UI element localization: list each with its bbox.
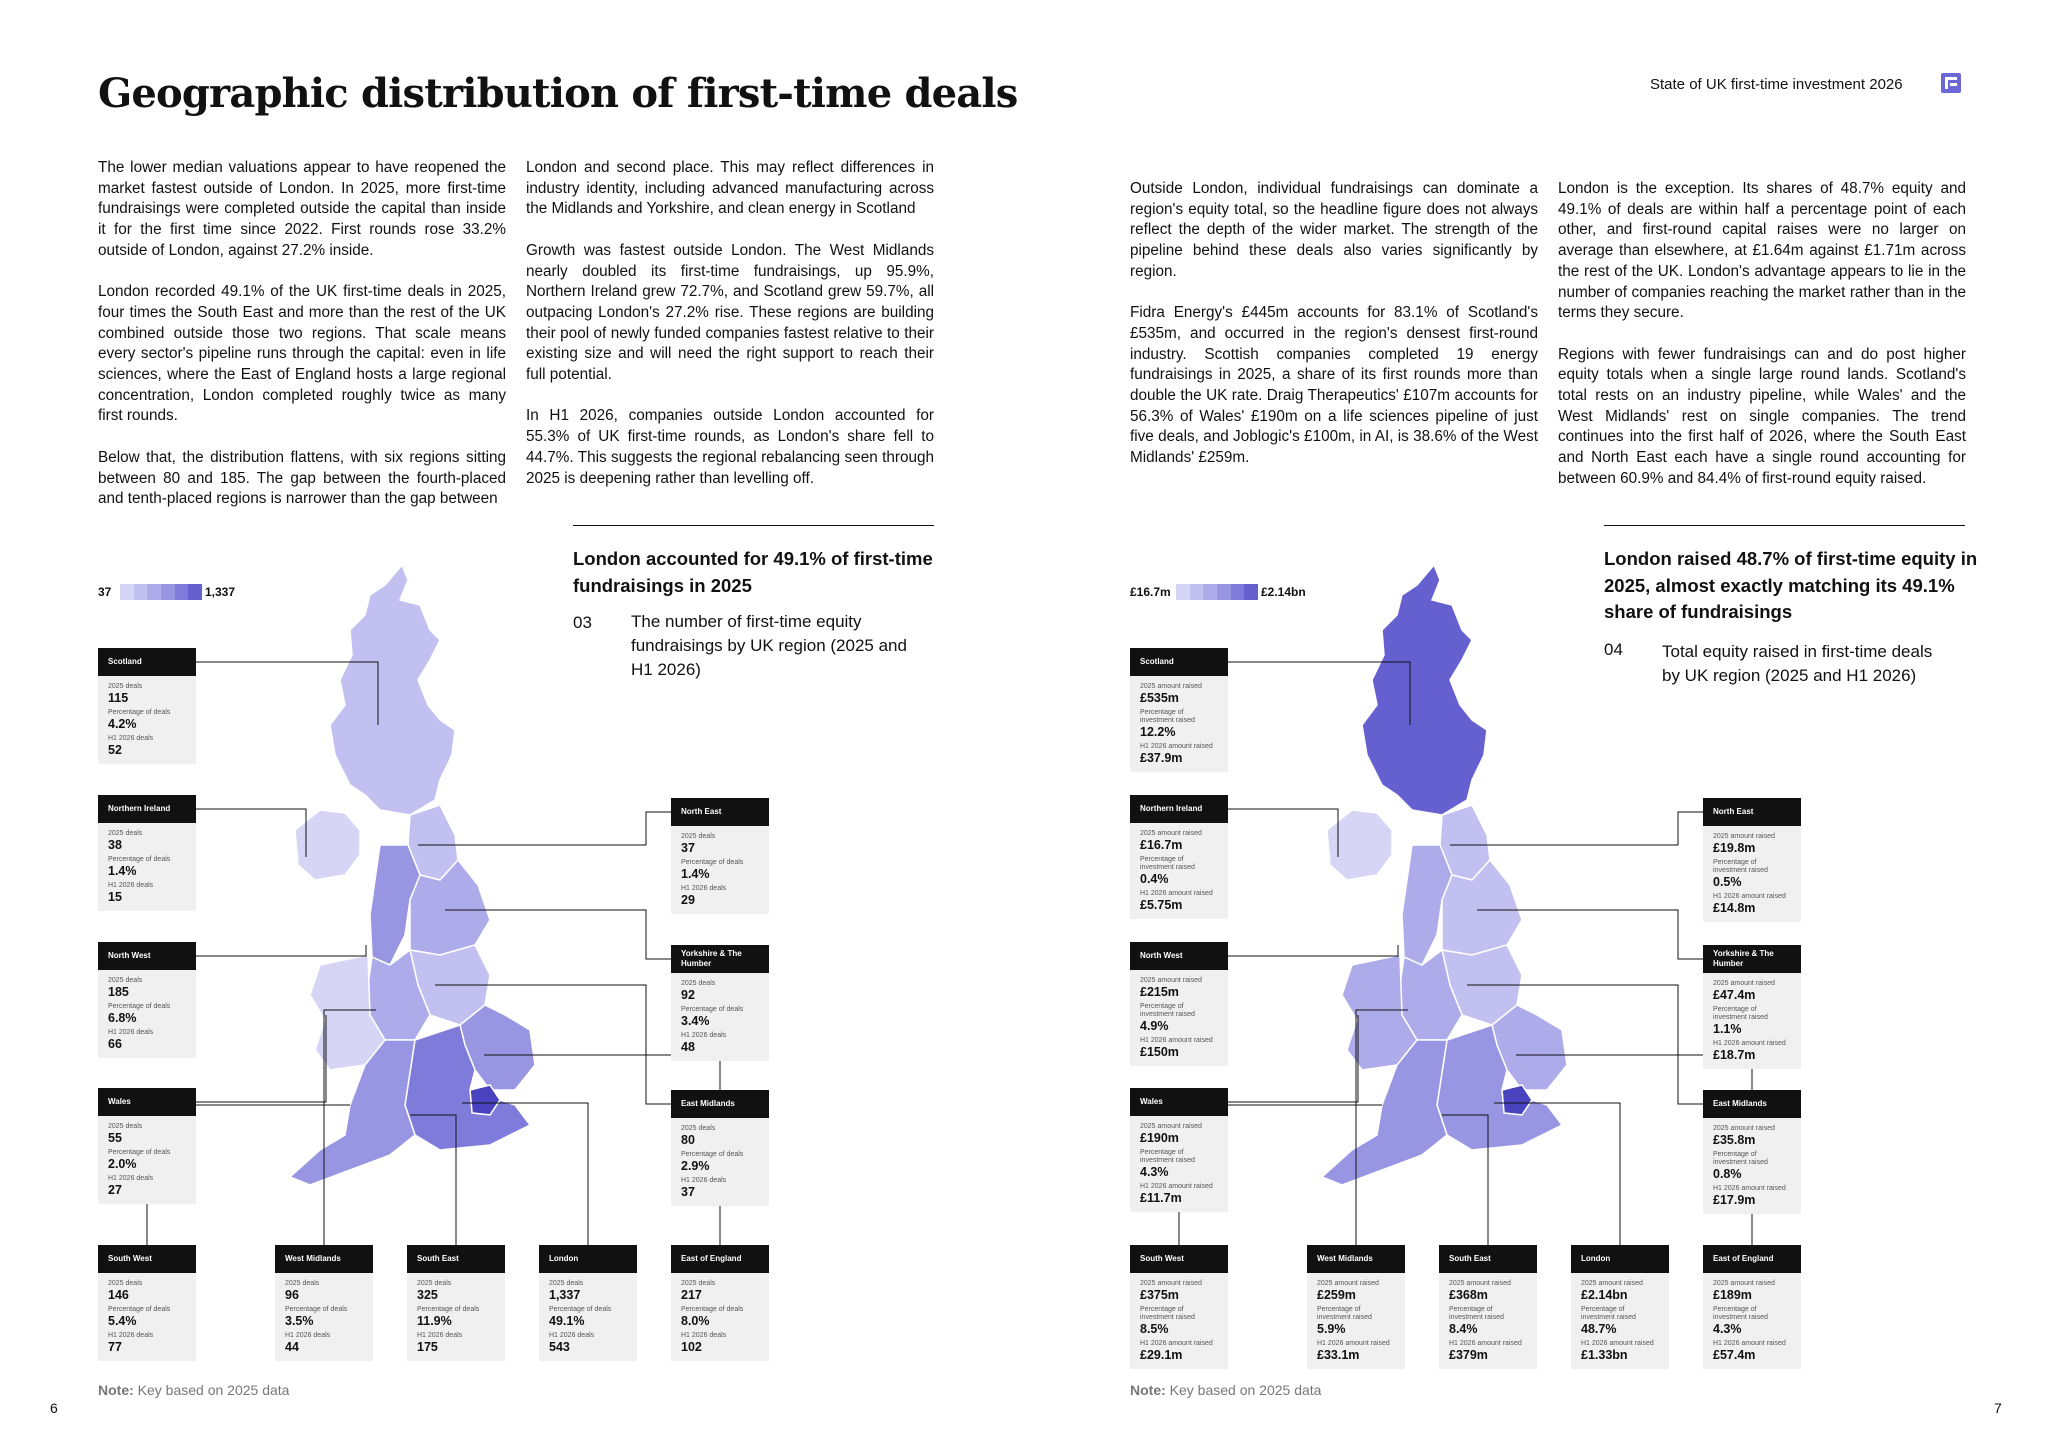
stat-label: Percentage of deals xyxy=(549,1306,612,1313)
leader-line xyxy=(1450,812,1703,845)
figure3-note: Note: Key based on 2025 data xyxy=(98,1382,290,1398)
region-card-london xyxy=(1571,1245,1669,1369)
leader-line xyxy=(1228,662,1410,725)
stat-value: 80 xyxy=(681,1133,695,1147)
stat-value: £17.9m xyxy=(1713,1193,1756,1207)
stat-value: £18.7m xyxy=(1713,1048,1756,1062)
region-card-sw xyxy=(98,1245,196,1361)
stat-value: 115 xyxy=(108,691,129,705)
region-card-wm xyxy=(1307,1245,1405,1369)
paragraph: Outside London, individual fundraisings can dominate a region's equity total, so the headline figure does not always reflect the depth of the wider market. The strength of the pipeline behind these deals also varies significantly by region. xyxy=(1130,180,1538,280)
leader-line xyxy=(418,812,671,845)
region-stats xyxy=(1703,1118,1801,1214)
stat-label: Percentage of deals xyxy=(681,859,744,866)
stat-label: 2025 deals xyxy=(417,1280,452,1287)
stat-label: Percentage of deals xyxy=(681,1151,744,1158)
stat-label: Percentage of deals xyxy=(108,1306,171,1313)
region-name: East of England xyxy=(671,1245,769,1273)
figure3-key-max: 1,337 xyxy=(205,585,236,599)
stat-value: 1.4% xyxy=(108,864,137,878)
figure3-caption: The number of first-time equity fundraisings by UK region (2025 and H1 2026) xyxy=(631,612,907,679)
region-card-se xyxy=(1439,1245,1537,1369)
stat-label: H1 2026 amount raised xyxy=(1140,890,1213,897)
leader-line xyxy=(1494,1103,1620,1245)
stat-label: Percentage of investment raised xyxy=(1140,1149,1195,1164)
stat-label: H1 2026 amount raised xyxy=(1581,1340,1654,1347)
stat-label: 2025 deals xyxy=(681,980,716,987)
region-name: South West xyxy=(98,1245,196,1273)
stat-value: £5.75m xyxy=(1140,898,1183,912)
stat-label: H1 2026 deals xyxy=(108,882,154,889)
stat-value: 27 xyxy=(108,1183,122,1197)
stat-label: H1 2026 deals xyxy=(681,1332,727,1339)
stat-label: H1 2026 amount raised xyxy=(1140,1340,1213,1347)
stat-label: 2025 deals xyxy=(549,1280,584,1287)
stat-label: H1 2026 amount raised xyxy=(1713,893,1786,900)
stat-value: 4.3% xyxy=(1713,1322,1742,1336)
stat-value: £33.1m xyxy=(1317,1348,1360,1362)
figure4-key-min: £16.7m xyxy=(1130,585,1171,599)
stat-label: H1 2026 amount raised xyxy=(1713,1185,1786,1192)
stat-label: H1 2026 deals xyxy=(285,1332,331,1339)
stat-value: 49.1% xyxy=(549,1314,585,1328)
figure4-note: Note: Key based on 2025 data xyxy=(1130,1382,1322,1398)
paragraph: Growth was fastest outside London. The West Midlands nearly doubled its first-time fundraisings, up 95.9%, Northern Ireland grew 72.7%, and Scotland grew 59.7%, all outpacing London's 27.2% rise. These regions are building their pool of newly funded companies fastest relative to their existing size and will need the right support to reach their full potential. xyxy=(526,241,934,384)
stat-value: £29.1m xyxy=(1140,1348,1183,1362)
stat-value: 543 xyxy=(549,1340,570,1354)
leader-line xyxy=(445,910,671,959)
stat-value: 37 xyxy=(681,841,695,855)
stat-label: 2025 amount raised xyxy=(1713,833,1775,840)
paragraph: Fidra Energy's £445m accounts for 83.1% of Scotland's £535m, and occurred in the region's densest first-round industry. Scottish companies completed 19 energy fundraisings in 2025, a share of its first rounds more than double the UK rate. Draig Therapeutics' £107m accounts for 56.3% of Wales' £190m on a life sciences pipeline of just five deals, and Joblogic's £100m, in AI, is 38.6% of the West Midlands' £259m. xyxy=(1130,304,1538,467)
leader-line xyxy=(1442,1115,1488,1245)
stat-value: £14.8m xyxy=(1713,901,1756,915)
figure4-key-max: £2.14bn xyxy=(1261,585,1306,599)
stat-value: £37.9m xyxy=(1140,751,1183,765)
stat-label: 2025 deals xyxy=(108,683,143,690)
stat-label: 2025 amount raised xyxy=(1581,1280,1643,1287)
paragraph: Regions with fewer fundraisings can and do post higher equity totals when a single large round lands. Scotland's total rests on an industry pipeline, while Wales' and the West Midlands' rest on single companies. The trend continues into the first half of 2026, where the South East and North East each have a single round accounting for between 60.9% and 84.4% of first-round equity raised. xyxy=(1558,345,1966,487)
page-number-right: 7 xyxy=(1994,1400,2002,1416)
stat-value: 48.7% xyxy=(1581,1322,1617,1336)
region-card-ne xyxy=(671,798,769,914)
leader-line xyxy=(324,1010,376,1245)
region-stats xyxy=(98,1116,196,1204)
stat-label: 2025 deals xyxy=(285,1280,320,1287)
region-card-scotland xyxy=(1130,648,1228,772)
stat-value: 96 xyxy=(285,1288,299,1302)
stat-label: Percentage of investment raised xyxy=(1140,1003,1195,1018)
figure3-heading: London accounted for 49.1% of first-time fundraisings in 2025 xyxy=(573,548,933,596)
stat-value: £375m xyxy=(1140,1288,1179,1302)
stat-label: H1 2026 amount raised xyxy=(1140,743,1213,750)
region-stats xyxy=(1130,970,1228,1066)
region-name: North East xyxy=(671,798,769,826)
stat-label: H1 2026 amount raised xyxy=(1317,1340,1390,1347)
leader-line xyxy=(196,1015,326,1102)
region-name: North East xyxy=(1703,798,1801,826)
stat-label: H1 2026 deals xyxy=(681,885,727,892)
page-number-left: 6 xyxy=(50,1400,58,1416)
stat-value: 12.2% xyxy=(1140,725,1176,739)
stat-value: 8.0% xyxy=(681,1314,710,1328)
stat-value: 6.8% xyxy=(108,1011,137,1025)
stat-label: Percentage of deals xyxy=(417,1306,480,1313)
stat-value: £379m xyxy=(1449,1348,1488,1362)
region-name: Wales xyxy=(98,1088,196,1116)
region-stats xyxy=(98,823,196,911)
stat-label: Percentage of deals xyxy=(681,1306,744,1313)
region-stats xyxy=(275,1273,373,1361)
stat-value: 8.4% xyxy=(1449,1322,1478,1336)
stat-label: H1 2026 amount raised xyxy=(1140,1183,1213,1190)
stat-label: 2025 amount raised xyxy=(1140,830,1202,837)
region-stats xyxy=(98,1273,196,1361)
stat-value: £189m xyxy=(1713,1288,1752,1302)
stat-label: H1 2026 deals xyxy=(108,1332,154,1339)
paragraph: London is the exception. Its shares of 48.7% equity and 49.1% of deals are within half a percentage point of each other, and first-round capital raises were no larger on average than elsewhere, at £1.64m against £1.71m across the rest of the UK. London's advantage appears to lie in the number of companies reaching the market rather than in the terms they secure. xyxy=(1558,180,1966,322)
stat-value: 5.4% xyxy=(108,1314,137,1328)
region-stats xyxy=(1571,1273,1669,1369)
stat-value: £47.4m xyxy=(1713,988,1756,1002)
leader-line xyxy=(410,1115,456,1245)
stat-label: Percentage of deals xyxy=(108,1003,171,1010)
stat-value: 8.5% xyxy=(1140,1322,1169,1336)
region-name: Scotland xyxy=(1130,648,1228,676)
stat-label: Percentage of investment raised xyxy=(1140,856,1195,871)
region-name: Wales xyxy=(1130,1088,1228,1116)
stat-value: 2.9% xyxy=(681,1159,710,1173)
stat-value: 77 xyxy=(108,1340,122,1354)
region-card-yh xyxy=(1703,945,1801,1069)
stat-value: 11.9% xyxy=(417,1314,452,1328)
stat-label: 2025 deals xyxy=(108,830,143,837)
region-card-em xyxy=(1703,1090,1801,1214)
stat-label: Percentage of deals xyxy=(681,1006,744,1013)
region-card-ni xyxy=(98,795,196,911)
region-stats xyxy=(671,1273,769,1361)
stat-label: H1 2026 amount raised xyxy=(1449,1340,1522,1347)
stat-value: 175 xyxy=(417,1340,438,1354)
stat-value: £259m xyxy=(1317,1288,1356,1302)
figure3-key-min: 37 xyxy=(98,585,112,599)
stat-value: 48 xyxy=(681,1040,695,1054)
region-stats xyxy=(1130,676,1228,772)
stat-label: 2025 amount raised xyxy=(1140,1280,1202,1287)
stat-value: 102 xyxy=(681,1340,702,1354)
stat-value: £1.33bn xyxy=(1581,1348,1628,1362)
figure4-caption: Total equity raised in first-time deals by UK region (2025 and H1 2026) xyxy=(1662,642,1933,685)
region-stats xyxy=(98,970,196,1058)
region-stats xyxy=(671,826,769,914)
region-card-scotland xyxy=(98,648,196,764)
stat-value: 1.1% xyxy=(1713,1022,1742,1036)
stat-label: H1 2026 deals xyxy=(417,1332,463,1339)
stat-value: 38 xyxy=(108,838,122,852)
paragraph: Below that, the distribution flattens, with six regions sitting between 80 and 185. The gap between the fourth-placed and tenth-placed regions is narrower than the gap between xyxy=(98,448,506,508)
paragraph: London and second place. This may reflect differences in industry identity, including advanced manufacturing across the Midlands and Yorkshire, and clean energy in Scotland xyxy=(526,159,934,218)
region-stats xyxy=(1130,823,1228,919)
region-name: East Midlands xyxy=(1703,1090,1801,1118)
document-title: State of UK first-time investment 2026 xyxy=(1650,76,1903,93)
region-stats xyxy=(1307,1273,1405,1369)
stat-value: 1.4% xyxy=(681,867,710,881)
stat-value: 146 xyxy=(108,1288,129,1302)
region-card-eoe xyxy=(671,1245,769,1361)
stat-value: 4.9% xyxy=(1140,1019,1169,1033)
stat-value: 29 xyxy=(681,893,695,907)
region-name: South East xyxy=(1439,1245,1537,1273)
stat-label: 2025 deals xyxy=(681,1280,716,1287)
region-name: West Midlands xyxy=(1307,1245,1405,1273)
region-stats xyxy=(671,1118,769,1206)
region-card-em xyxy=(671,1090,769,1206)
region-card-nw xyxy=(1130,942,1228,1066)
stat-label: 2025 amount raised xyxy=(1713,1280,1775,1287)
stat-label: 2025 amount raised xyxy=(1713,980,1775,987)
region-card-ne xyxy=(1703,798,1801,922)
leader-line xyxy=(1477,910,1703,959)
stat-value: 0.8% xyxy=(1713,1167,1742,1181)
region-card-ni xyxy=(1130,795,1228,919)
stat-value: 37 xyxy=(681,1185,695,1199)
stat-label: 2025 deals xyxy=(108,1123,143,1130)
region-stats xyxy=(407,1273,505,1361)
leader-line xyxy=(462,1103,588,1245)
region-name: London xyxy=(1571,1245,1669,1273)
stat-label: Percentage of investment raised xyxy=(1317,1306,1372,1321)
region-card-wm xyxy=(275,1245,373,1361)
stat-label: 2025 amount raised xyxy=(1140,683,1202,690)
stat-label: Percentage of investment raised xyxy=(1581,1306,1636,1321)
region-name: London xyxy=(539,1245,637,1273)
stat-value: £215m xyxy=(1140,985,1179,999)
stat-label: Percentage of deals xyxy=(285,1306,348,1313)
stat-value: 55 xyxy=(108,1131,122,1145)
figure4-heading: London raised 48.7% of first-time equity in 2025, almost exactly matching its 49.1% share of fundraisings xyxy=(1604,548,1978,622)
stat-value: £19.8m xyxy=(1713,841,1756,855)
stat-label: H1 2026 amount raised xyxy=(1713,1040,1786,1047)
leader-line xyxy=(196,809,306,857)
stat-label: 2025 amount raised xyxy=(1140,1123,1202,1130)
stat-label: H1 2026 deals xyxy=(681,1032,727,1039)
figure3-number: 03 xyxy=(573,613,592,632)
stat-label: H1 2026 deals xyxy=(681,1177,727,1184)
stat-value: 325 xyxy=(417,1288,438,1302)
stat-label: H1 2026 deals xyxy=(549,1332,595,1339)
region-card-sw xyxy=(1130,1245,1228,1369)
stat-label: 2025 deals xyxy=(681,833,716,840)
stat-value: £11.7m xyxy=(1140,1191,1182,1205)
stat-label: Percentage of investment raised xyxy=(1140,1306,1195,1321)
region-name: Scotland xyxy=(98,648,196,676)
stat-label: Percentage of deals xyxy=(108,709,171,716)
region-name: South West xyxy=(1130,1245,1228,1273)
stat-value: £35.8m xyxy=(1713,1133,1756,1147)
stat-label: Percentage of investment raised xyxy=(1713,1151,1768,1166)
stat-label: 2025 deals xyxy=(108,977,143,984)
stat-label: Percentage of investment raised xyxy=(1140,709,1195,724)
stat-value: £535m xyxy=(1140,691,1179,705)
stat-value: 0.5% xyxy=(1713,875,1742,889)
stat-label: H1 2026 deals xyxy=(108,735,154,742)
stat-value: 4.3% xyxy=(1140,1165,1169,1179)
stat-label: 2025 amount raised xyxy=(1449,1280,1511,1287)
stat-value: 0.4% xyxy=(1140,872,1169,886)
stat-value: £16.7m xyxy=(1140,838,1183,852)
stat-label: 2025 amount raised xyxy=(1140,977,1202,984)
stat-value: 44 xyxy=(285,1340,299,1354)
paragraph: The lower median valuations appear to have reopened the market fastest outside of London. In 2025, more first-time fundraisings were completed outside the capital than inside it for the first time since 2022. First rounds rose 33.2% outside of London, against 27.2% inside. xyxy=(98,159,506,259)
region-stats xyxy=(1703,826,1801,922)
region-name: Northern Ireland xyxy=(1130,795,1228,823)
stat-value: 66 xyxy=(108,1037,122,1051)
stat-value: 2.0% xyxy=(108,1157,137,1171)
leader-line xyxy=(1356,1010,1408,1245)
stat-value: £2.14bn xyxy=(1581,1288,1628,1302)
stat-label: 2025 deals xyxy=(108,1280,143,1287)
region-name: Yorkshire & The Humber xyxy=(1703,945,1801,973)
stat-label: 2025 amount raised xyxy=(1713,1125,1775,1132)
stat-label: H1 2026 amount raised xyxy=(1713,1340,1786,1347)
region-name: Yorkshire & The Humber xyxy=(671,945,769,973)
stat-label: 2025 deals xyxy=(681,1125,716,1132)
stat-value: 5.9% xyxy=(1317,1322,1346,1336)
region-card-london xyxy=(539,1245,637,1361)
figure4-number: 04 xyxy=(1604,640,1623,659)
leader-line xyxy=(196,662,378,725)
region-stats xyxy=(671,973,769,1061)
stat-label: Percentage of investment raised xyxy=(1713,859,1768,874)
stat-value: £150m xyxy=(1140,1045,1179,1059)
region-name: East Midlands xyxy=(671,1090,769,1118)
region-stats xyxy=(1130,1273,1228,1369)
stat-label: H1 2026 deals xyxy=(108,1029,154,1036)
region-name: North West xyxy=(1130,942,1228,970)
stat-value: £57.4m xyxy=(1713,1348,1756,1362)
region-stats xyxy=(1703,973,1801,1069)
page-title: Geographic distribution of first-time deals xyxy=(98,70,1018,117)
stat-value: 15 xyxy=(108,890,122,904)
leader-line xyxy=(1228,809,1338,857)
stat-label: 2025 amount raised xyxy=(1317,1280,1379,1287)
paragraph: In H1 2026, companies outside London accounted for 55.3% of UK first-time rounds, as London's share fell to 44.7%. This suggests the regional rebalancing seen through 2025 is deepening rather than levelling off. xyxy=(526,407,934,487)
region-stats xyxy=(1703,1273,1801,1369)
stat-label: H1 2026 deals xyxy=(108,1175,154,1182)
stat-value: 217 xyxy=(681,1288,702,1302)
paragraph: London recorded 49.1% of the UK first-time deals in 2025, four times the South East and more than the rest of the UK combined outside those two regions. That scale means every sector's pipeline runs through the capital: even in life sciences, where the East of England hosts a large regional concentration, London completed roughly twice as many first rounds. xyxy=(98,283,506,425)
region-card-nw xyxy=(98,942,196,1058)
region-stats xyxy=(539,1273,637,1361)
region-name: South East xyxy=(407,1245,505,1273)
stat-label: Percentage of deals xyxy=(108,856,171,863)
stat-value: 52 xyxy=(108,743,122,757)
stat-label: Percentage of investment raised xyxy=(1449,1306,1504,1321)
region-stats xyxy=(1130,1116,1228,1212)
region-stats xyxy=(1439,1273,1537,1369)
region-card-se xyxy=(407,1245,505,1361)
leader-line xyxy=(196,945,366,956)
region-card-eoe xyxy=(1703,1245,1801,1369)
region-name: Northern Ireland xyxy=(98,795,196,823)
region-stats xyxy=(98,676,196,764)
stat-value: 3.4% xyxy=(681,1014,710,1028)
region-name: East of England xyxy=(1703,1245,1801,1273)
leader-line xyxy=(1467,985,1703,1104)
region-name: North West xyxy=(98,942,196,970)
region-card-yh xyxy=(671,945,769,1061)
leader-line xyxy=(1228,1015,1358,1102)
stat-value: 185 xyxy=(108,985,129,999)
leader-line xyxy=(435,985,671,1104)
region-card-wales xyxy=(1130,1088,1228,1212)
stat-label: Percentage of deals xyxy=(108,1149,171,1156)
stat-value: 1,337 xyxy=(549,1288,581,1302)
region-card-wales xyxy=(98,1088,196,1204)
stat-label: Percentage of investment raised xyxy=(1713,1306,1768,1321)
stat-value: £368m xyxy=(1449,1288,1488,1302)
leader-line xyxy=(1228,945,1398,956)
stat-value: 4.2% xyxy=(108,717,137,731)
stat-value: £190m xyxy=(1140,1131,1179,1145)
stat-value: 92 xyxy=(681,988,695,1002)
stat-label: Percentage of investment raised xyxy=(1713,1006,1768,1021)
stat-label: H1 2026 amount raised xyxy=(1140,1037,1213,1044)
region-name: West Midlands xyxy=(275,1245,373,1273)
stat-value: 3.5% xyxy=(285,1314,314,1328)
